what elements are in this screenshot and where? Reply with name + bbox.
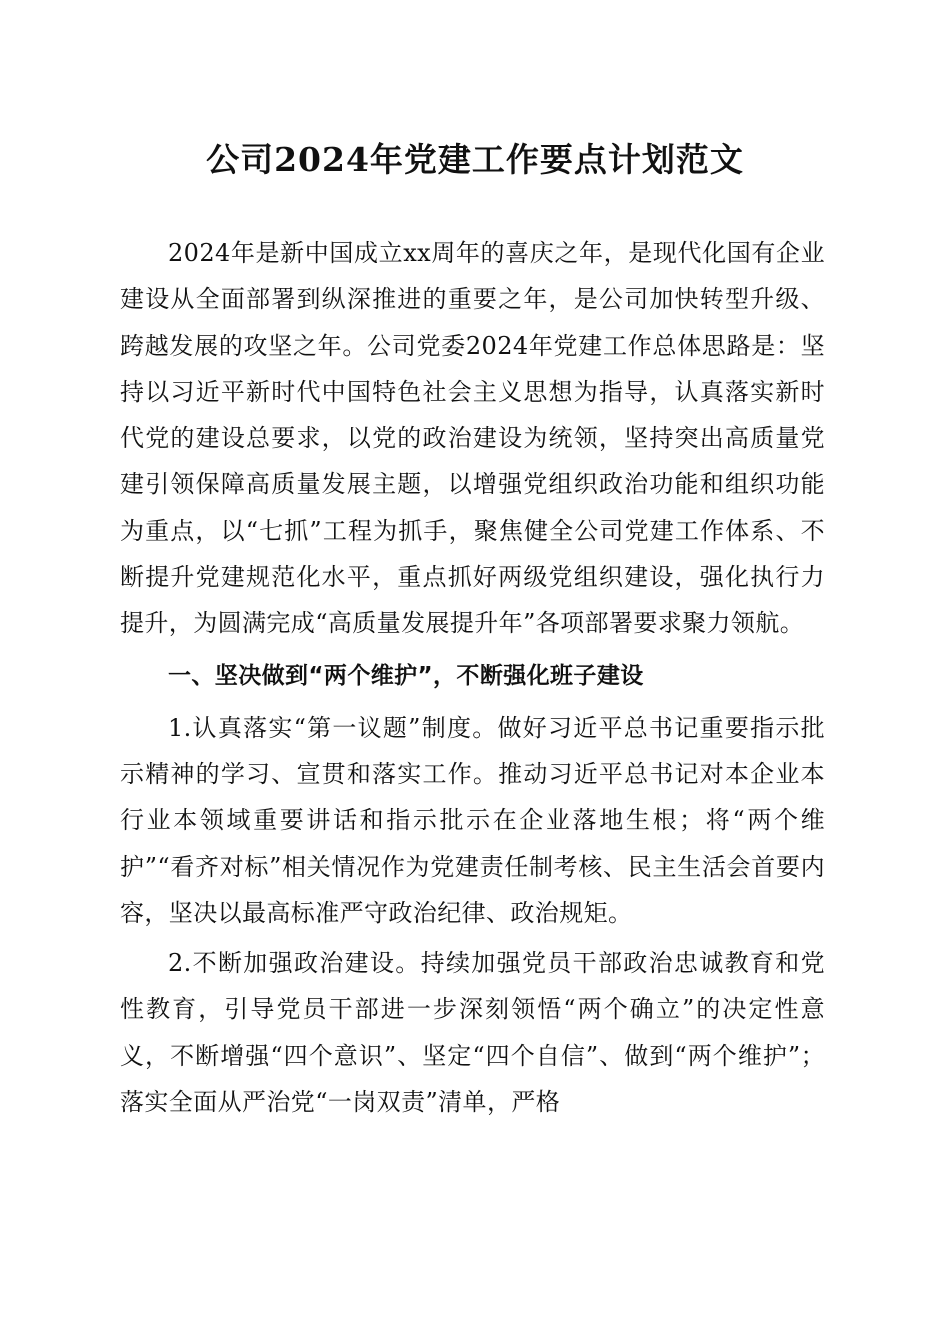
item-paragraph-1: 1.认真落实“第一议题”制度。做好习近平总书记重要指示批示精神的学习、宣贯和落实工作。推动习近平总书记对本企业本行业本领域重要讲话和指示批示在企业落地生根；将“两个维护”“看齐对标”相关情况作为党建责任制考核、民主生活会首要内容，坚决以最高标准严守政治纪律、政治规矩。 xyxy=(120,713,825,927)
section-heading-1: 一、坚决做到“两个维护”，不断强化班子建设 xyxy=(168,662,644,689)
document-body xyxy=(120,230,825,1125)
intro-paragraph: 2024年是新中国成立xx周年的喜庆之年，是现代化国有企业建设从全面部署到纵深推进的重要之年，是公司加快转型升级、跨越发展的攻坚之年。公司党委2024年党建工作总体思路是：坚持以习近平新时代中国特色社会主义思想为指导，认真落实新时代党的建设总要求，以党的政治建设为统领，坚持突出高质量党建引领保障高质量发展主题，以增强党组织政治功能和组织功能为重点，以“七抓”工程为抓手，聚焦健全公司党建工作体系、不断提升党建规范化水平，重点抓好两级党组织建设，强化执行力提升，为圆满完成“高质量发展提升年”各项部署要求聚力领航。 xyxy=(120,239,825,638)
item-paragraph-2: 2.不断加强政治建设。持续加强党员干部政治忠诚教育和党性教育，引导党员干部进一步深刻领悟“两个确立”的决定性意义，不断增强“四个意识”、坚定“四个自信”、做到“两个维护”；落实全面从严治党“一岗双责”清单，严格 xyxy=(120,949,825,1117)
document-title: 公司2024年党建工作要点计划范文 xyxy=(206,140,744,179)
